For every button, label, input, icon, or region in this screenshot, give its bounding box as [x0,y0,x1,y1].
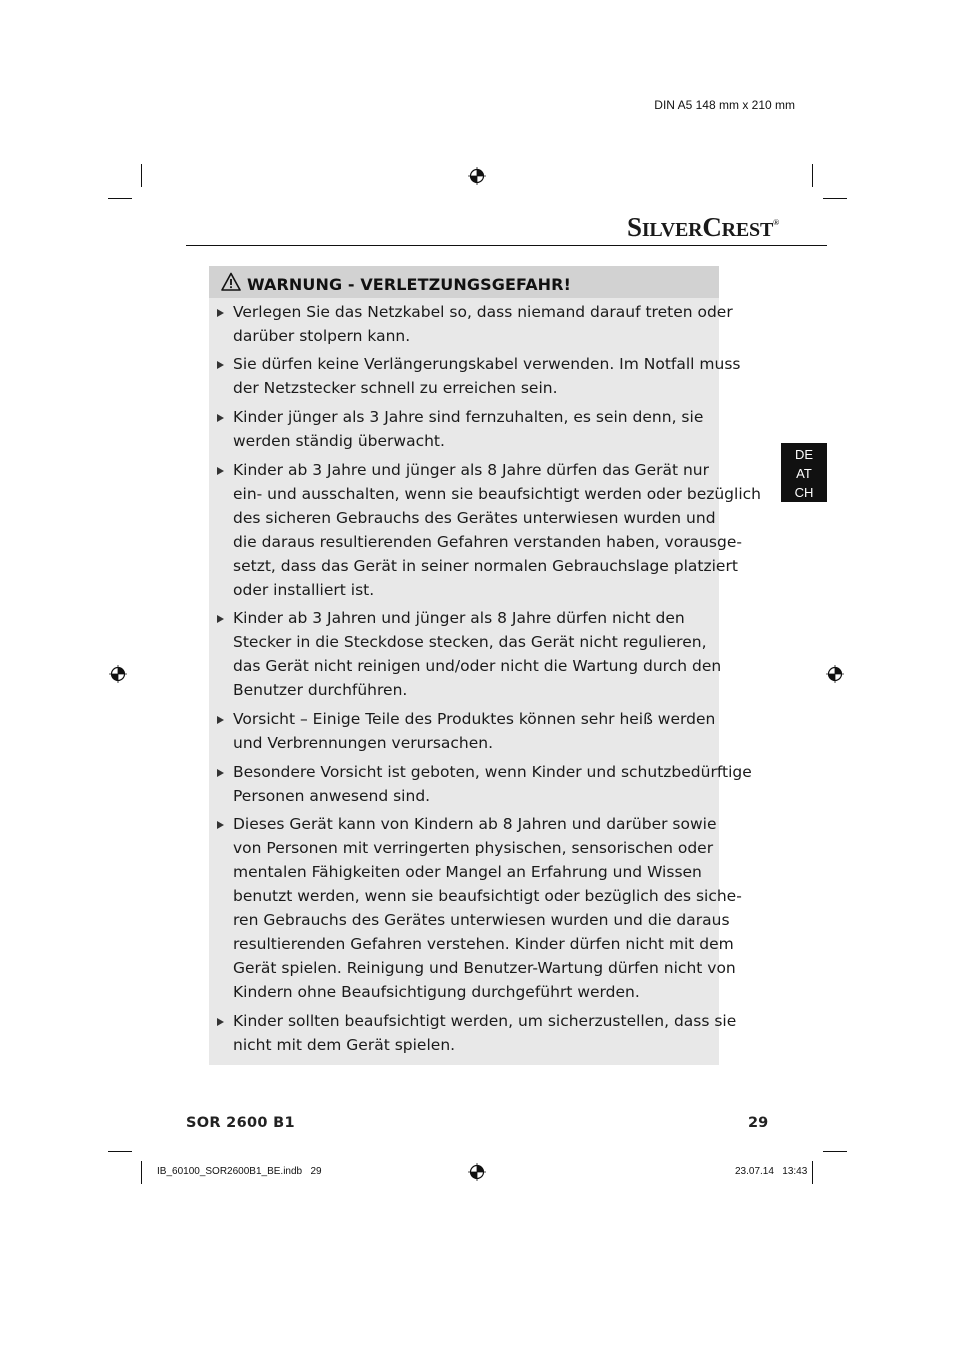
header-rule [186,245,827,246]
bullet-arrow-icon [217,615,224,623]
text-line: Besondere Vorsicht ist geboten, wenn Kinder und schutzbedürftige [233,763,752,781]
warning-box [209,266,761,1065]
bullet-arrow-icon [217,716,224,724]
text-line: Kindern ohne Beaufsichtigung durchgeführt werden. [233,983,640,1001]
bullet-arrow-icon [217,361,224,369]
logo-part: S [627,212,642,242]
crop-mark [108,1151,132,1152]
bullet-arrow-icon [217,414,224,422]
text-line: von Personen mit verringerten physischen, sensorischen oder [233,839,714,857]
registration-mark-icon [468,1163,486,1181]
bullet-arrow-icon [217,769,224,777]
slug-file-name: IB_60100_SOR2600B1_BE.indb 29 [157,1166,322,1177]
bullet-arrow-icon [217,309,224,317]
text-line: Stecker in die Steckdose stecken, das Gerät nicht regulieren, [233,633,707,651]
text-line: nicht mit dem Gerät spielen. [233,1036,456,1054]
registration-mark-icon [826,665,844,683]
language-code: DE [794,447,814,462]
warning-list-text [233,405,717,453]
crop-mark [108,198,132,199]
bullet-arrow-icon [217,821,224,829]
warning-list-text [233,606,722,702]
text-line: ren Gebrauchs des Gerätes unterwiesen wurden und die daraus [233,911,730,929]
text-line: Gerät spielen. Reinigung und Benutzer-Wartung dürfen nicht von [233,959,736,977]
model-number: SOR 2600 B1 [186,1115,295,1131]
warning-header [209,266,719,298]
text-line: Dieses Gerät kann von Kindern ab 8 Jahren und darüber sowie [233,815,717,833]
text-line: Kinder ab 3 Jahren und jünger als 8 Jahre dürfen nicht den [233,609,685,627]
crop-mark [823,198,847,199]
logo-part: C [702,212,722,242]
text-line: oder installiert ist. [233,581,375,599]
registered-mark: ® [773,218,779,227]
warning-list-text [233,352,741,400]
page-number: 29 [748,1115,769,1131]
text-line: Benutzer durchführen. [233,681,408,699]
text-line: Kinder jünger als 3 Jahre sind fernzuhalten, es sein denn, sie [233,408,704,426]
logo-part: REST [721,219,774,241]
text-line: darüber stolpern kann. [233,327,411,345]
bullet-arrow-icon [217,467,224,475]
text-line: des sicheren Gebrauchs des Gerätes unterwiesen wurden und [233,509,716,527]
text-line: benutzt werden, wenn sie beaufsichtigt oder bezüglich des siche- [233,887,742,905]
crop-mark [141,164,142,187]
text-line: Verlegen Sie das Netzkabel so, dass niemand darauf treten oder [233,303,733,321]
warning-list-text [233,760,752,808]
text-line: und Verbrennungen verursachen. [233,734,494,752]
text-line: das Gerät nicht reinigen und/oder nicht die Wartung durch den [233,657,722,675]
logo-part: ILVER [641,219,703,241]
text-line: ein- und ausschalten, wenn sie beaufsichtigt werden oder bezüglich [233,485,761,503]
warning-triangle-icon [221,272,241,292]
slug-date-time: 23.07.14 13:43 [735,1166,808,1177]
text-line: resultierenden Gefahren verstehen. Kinder dürfen nicht mit dem [233,935,734,953]
silvercrest-logo [627,212,779,243]
warning-list-text [233,458,761,602]
registration-mark-icon [109,665,127,683]
language-tab [781,443,827,502]
warning-list-text [233,1009,737,1057]
registration-mark-icon [468,167,486,185]
language-code: CH [794,485,814,500]
bullet-arrow-icon [217,1018,224,1026]
text-line: der Netzstecker schnell zu erreichen sein. [233,379,558,397]
warning-list-text [233,812,742,1004]
text-line: werden ständig überwacht. [233,432,445,450]
text-line: Sie dürfen keine Verlängerungskabel verwenden. Im Notfall muss [233,355,741,373]
language-code: AT [796,466,812,481]
warning-list-text [233,707,717,755]
print-format-label: DIN A5 148 mm x 210 mm [654,98,795,112]
warning-title: WARNUNG - VERLETZUNGSGEFAHR! [247,275,571,294]
crop-mark [812,164,813,187]
crop-mark [812,1161,813,1184]
crop-mark [141,1161,142,1184]
text-line: Personen anwesend sind. [233,787,431,805]
warning-list-text [233,300,733,348]
text-line: mentalen Fähigkeiten oder Mangel an Erfahrung und Wissen [233,863,702,881]
text-line: Vorsicht – Einige Teile des Produktes können sehr heiß werden [233,710,716,728]
crop-mark [823,1151,847,1152]
text-line: Kinder sollten beaufsichtigt werden, um sicherzustellen, dass sie [233,1012,737,1030]
text-line: die daraus resultierenden Gefahren verstanden haben, vorausge- [233,533,742,551]
text-line: Kinder ab 3 Jahre und jünger als 8 Jahre dürfen das Gerät nur [233,461,709,479]
text-line: setzt, dass das Gerät in seiner normalen Gebrauchslage platziert [233,557,738,575]
